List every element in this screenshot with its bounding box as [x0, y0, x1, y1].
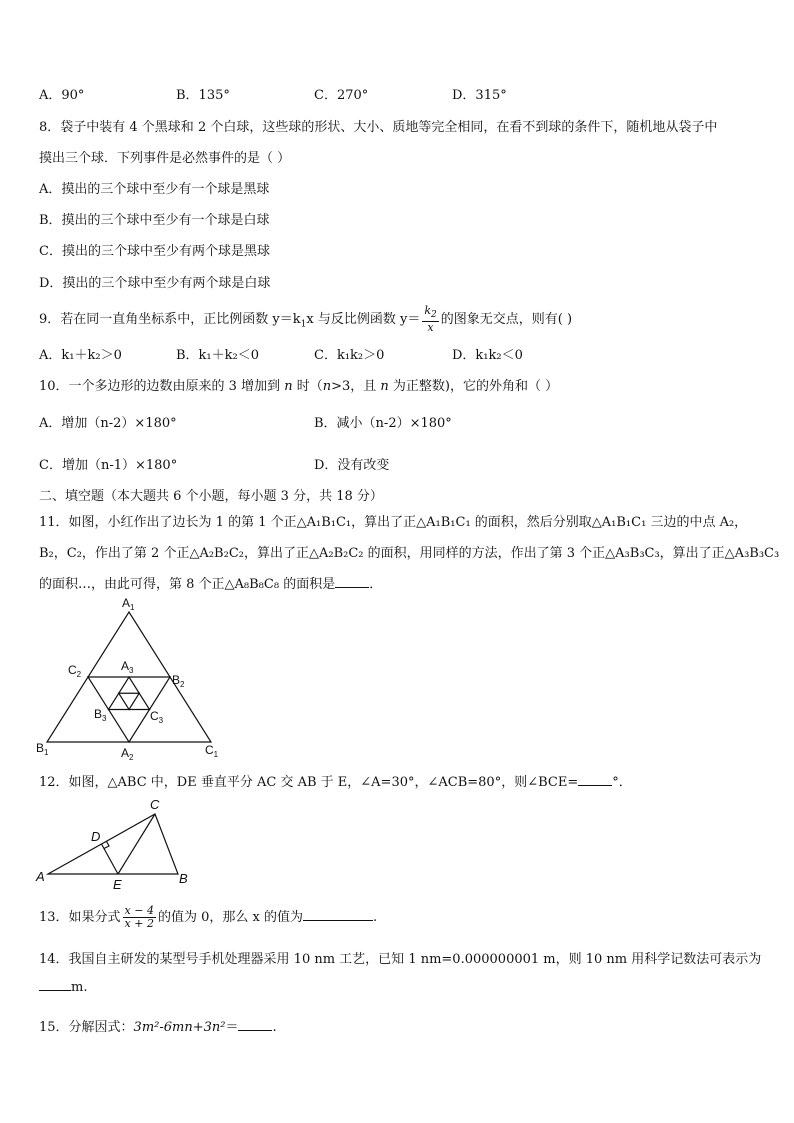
q9-stem-b: x 与反比例函数 y＝ [306, 312, 421, 328]
q8-stem-line1: 8．袋子中装有 4 个黑球和 2 个白球，这些球的形状、大小、质地等完全相同，在看不到球的条件下，随机地从袋子中 [39, 120, 718, 135]
answer-blank [303, 920, 373, 921]
answer-blank [335, 587, 369, 588]
q8-option-c: C．摸出的三个球中至少有两个球是黑球 [39, 244, 270, 259]
q10-stem-n: n [284, 379, 293, 394]
q12-end: °． [612, 775, 632, 790]
q14-end: m. [71, 980, 88, 995]
section-heading-fill-in: 二、填空题（本大题共 6 个小题，每小题 3 分，共 18 分） [39, 489, 383, 504]
q13-fraction [123, 905, 156, 930]
q13-stem-b: 的值为 0，那么 x 的值为 [157, 910, 303, 925]
q15-stem [39, 1016, 277, 1035]
q13-frac-num: x − 4 [124, 904, 154, 917]
q14-line1: 14．我国自主研发的某型号手机处理器采用 10 nm 工艺，已知 1 nm=0.000000001 m，则 10 nm 用科学记数法可表示为 [39, 952, 762, 967]
q10-option-d: D．没有改变 [314, 458, 390, 473]
q9-frac-den: x [427, 321, 434, 335]
q10-stem-b: 时（ [292, 379, 323, 394]
q10-stem [39, 375, 558, 394]
answer-blank [578, 785, 612, 786]
q10-stem-f: 为正整数)，它的外角和（ ） [388, 379, 559, 394]
q12-stem-text: 12．如图，△ABC 中，DE 垂直平分 AC 交 AB 于 E，∠A=30°，∠ACB=80°，则∠BCE= [39, 775, 579, 790]
q9-fraction: $\frac{k_2}{x}$ [424, 304, 437, 335]
q15-end: . [272, 1020, 277, 1035]
q11-line1: 11．如图，小红作出了边长为 1 的第 1 个正△A₁B₁C₁，算出了正△A₁B₁C₁ 的面积，然后分别取△A₁B₁C₁ 三边的中点 A₂， [39, 515, 748, 530]
label-a1: $A_1$ [122, 596, 135, 612]
q9-option-a: A．k₁＋k₂＞0 [39, 348, 122, 363]
q7-option-a: A．90° [39, 88, 85, 103]
label-b1: $B_1$ [36, 741, 49, 757]
q9-frac-num: k [424, 304, 431, 317]
answer-blank [39, 990, 71, 991]
q11-end: ． [369, 577, 383, 592]
label-b: B [179, 871, 188, 886]
label-c: C [150, 797, 160, 812]
q9-option-b: B．k₁＋k₂＜0 [176, 348, 260, 363]
q10-option-b: B．减小（n-2）×180° [314, 416, 452, 431]
q13-end: . [372, 910, 378, 925]
label-b2: $B_2$ [172, 673, 185, 689]
q14-line2 [39, 980, 87, 995]
q9-stem: 9．若在同一直角坐标系中，正比例函数 $y=k_1x$ 与反比例函数 y＝ $\frac{k_2}{x}$ 的图象无交点，则有( ) [39, 304, 573, 335]
label-d: D [91, 829, 101, 844]
q15-expression: 3m²-6mn+3n² [133, 1020, 226, 1035]
q9-option-d: D．k₁k₂＜0 [452, 348, 523, 363]
label-e: E [113, 877, 122, 892]
q10-stem-a: 10．一个多边形的边数由原来的 3 增加到 [39, 379, 285, 394]
q13-stem [39, 905, 377, 930]
q8-stem-line2: 摸出三个球．下列事件是必然事件的是（ ） [39, 151, 291, 166]
q7-option-c: C．270° [314, 88, 369, 103]
q9-option-c: C．k₁k₂＞0 [314, 348, 385, 363]
q7-option-b: B．135° [176, 88, 230, 103]
segment-de [102, 844, 119, 874]
q12-triangle-figure [30, 794, 200, 894]
label-a: A [36, 869, 45, 884]
q10-stem-e: n [380, 379, 389, 394]
label-c2: $C_2$ [68, 663, 82, 679]
q8-option-d: D．摸出的三个球中至少有两个球是白球 [39, 276, 271, 291]
label-c3: $C_3$ [150, 709, 164, 725]
q10-option-a: A．增加（n-2）×180° [39, 416, 177, 431]
label-b3: $B_3$ [94, 707, 107, 723]
q10-option-c: C．增加（n-1）×180° [39, 458, 178, 473]
q10-stem-c: n [322, 379, 332, 394]
q8-option-b: B．摸出的三个球中至少有一个球是白球 [39, 213, 270, 228]
q9-stem-c: 的图象无交点，则有( ) [440, 312, 573, 328]
q13-frac-den: x + 2 [124, 917, 154, 930]
q11-line2: B₂，C₂，作出了第 2 个正△A₂B₂C₂，算出了正△A₂B₂C₂ 的面积，用同样的方法，作出了第 3 个正△A₃B₃C₃，算出了正△A₃B₃C₃ [39, 546, 780, 561]
q15-stem-a: 15．分解因式： [39, 1020, 134, 1035]
q11-line3 [39, 573, 382, 592]
segment-ce [118, 814, 155, 874]
q7-option-d: D．315° [452, 88, 507, 103]
q9-stem-a: 9．若在同一直角坐标系中，正比例函数 y＝k [39, 312, 301, 328]
answer-blank [238, 1030, 272, 1031]
q12-stem [39, 771, 632, 790]
q13-stem-a: 13．如果分式 [39, 910, 121, 925]
q11-nested-triangles-figure [30, 594, 230, 760]
q8-option-a: A．摸出的三个球中至少有一个球是黑球 [39, 182, 270, 197]
label-c1: $C_1$ [205, 743, 219, 759]
label-a2: $A_2$ [121, 746, 134, 760]
triangle-4 [119, 693, 140, 709]
q11-line3-text: 的面积…，由此可得，第 8 个正△A₈B₈C₈ 的面积是 [39, 577, 336, 592]
q15-stem-b: ＝ [225, 1020, 239, 1035]
q10-stem-d: >3，且 [331, 379, 381, 394]
label-a3: $A_3$ [121, 659, 134, 675]
